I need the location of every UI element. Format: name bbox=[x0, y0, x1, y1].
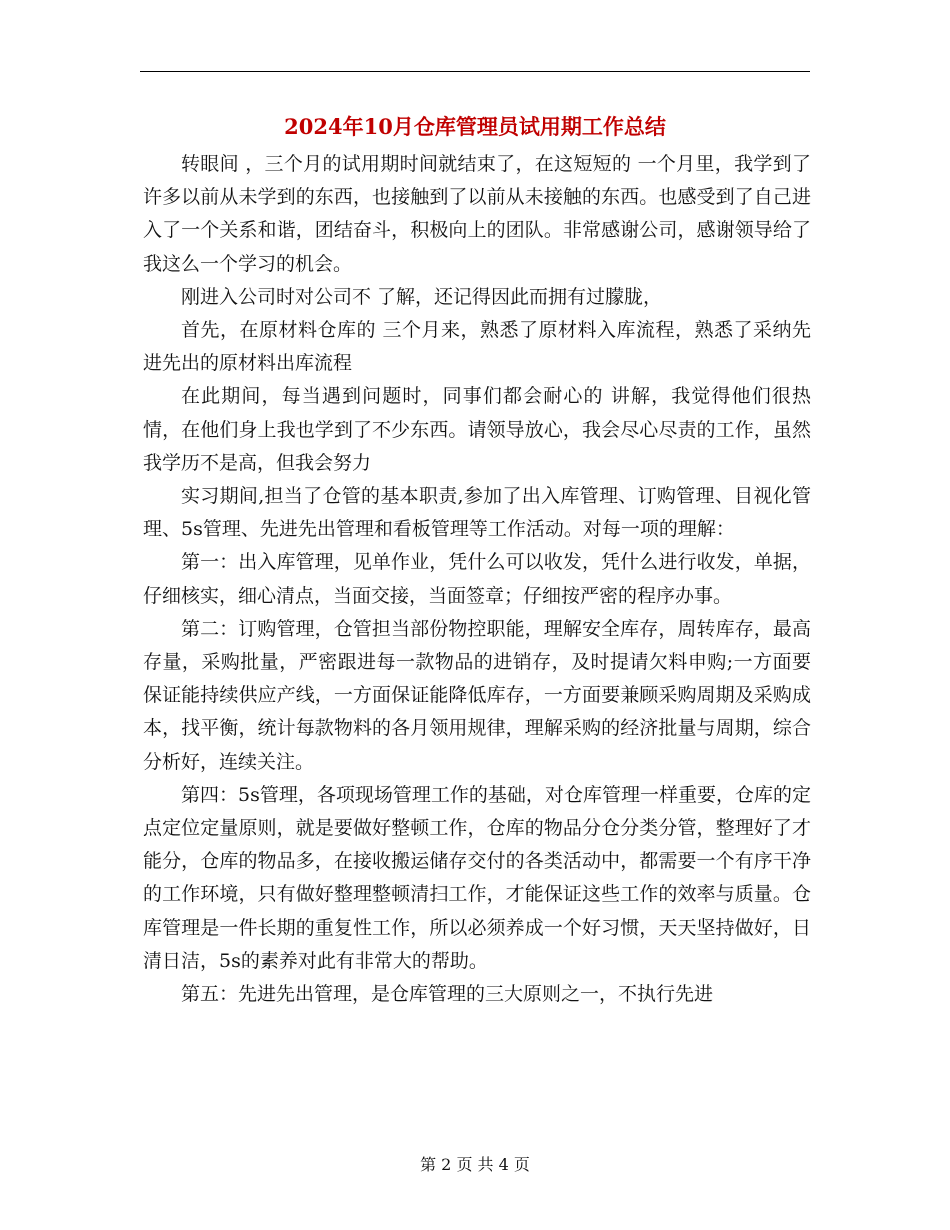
paragraph-5: 实习期间,担当了仓管的基本职责,参加了出入库管理、订购管理、目视化管理、5s管理、先进先出管理和看板管理等工作活动。对每一项的理解： bbox=[143, 485, 811, 541]
document-title: 2024年10月仓库管理员试用期工作总结 bbox=[284, 114, 666, 139]
header-rule bbox=[140, 71, 810, 72]
paragraph-8: 第四：5s管理，各项现场管理工作的基础，对仓库管理一样重要，仓库的定点定位定量原则，就是要做好整顿工作，仓库的物品分仓分类分管，整理好了才能分，仓库的物品多，在接收搬运储存交付的各类活动中，都需要一个有序干净的工作环境，只有做好整理整顿清扫工作，才能保证这些工作的效率与质量。仓库管理是一件长期的重复性工作，所以必须养成一个好习惯，天天坚持做好，日清日洁，5s的素养对此有非常大的帮助。 bbox=[143, 783, 811, 972]
paragraph-3: 首先，在原材料仓库的 三个月来，熟悉了原材料入库流程，熟悉了采纳先进先出的原材料出库流程 bbox=[143, 319, 811, 375]
paragraph-9: 第五：先进先出管理，是仓库管理的三大原则之一，不执行先进 bbox=[181, 983, 714, 1006]
paragraph-2: 刚进入公司时对公司不 了解，还记得因此而拥有过朦胧， bbox=[181, 285, 663, 308]
page-footer: 第 2 页 共 4 页 bbox=[420, 1155, 530, 1174]
paragraph-4: 在此期间，每当遇到问题时，同事们都会耐心的 讲解，我觉得他们很热情，在他们身上我也学到了不少东西。请领导放心，我会尽心尽责的工作，虽然我学历不是高，但我会努力 bbox=[143, 385, 811, 474]
paragraph-1: 转眼间 ，三个月的试用期时间就结束了，在这短短的 一个月里，我学到了许多以前从未学到的东西，也接触到了以前从未接触的东西。也感受到了自己进入了一个关系和谐，团结奋斗，积极向上的团队。非常感谢公司，感谢领导给了我这么一个学习的机会。 bbox=[143, 153, 811, 275]
paragraph-6: 第一：出入库管理，见单作业，凭什么可以收发，凭什么进行收发，单据，仔细核实，细心清点，当面交接，当面签章；仔细按严密的程序办事。 bbox=[143, 551, 811, 607]
document-body bbox=[143, 148, 811, 1011]
paragraph-7: 第二：订购管理，仓管担当部份物控职能，理解安全库存，周转库存，最高存量，采购批量，严密跟进每一款物品的进销存，及时提请欠料申购;一方面要保证能持续供应产线，一方面保证能降低库存，一方面要兼顾采购周期及采购成本，找平衡，统计每款物料的各月领用规律，理解采购的经济批量与周期，综合分析好，连续关注。 bbox=[143, 617, 811, 773]
